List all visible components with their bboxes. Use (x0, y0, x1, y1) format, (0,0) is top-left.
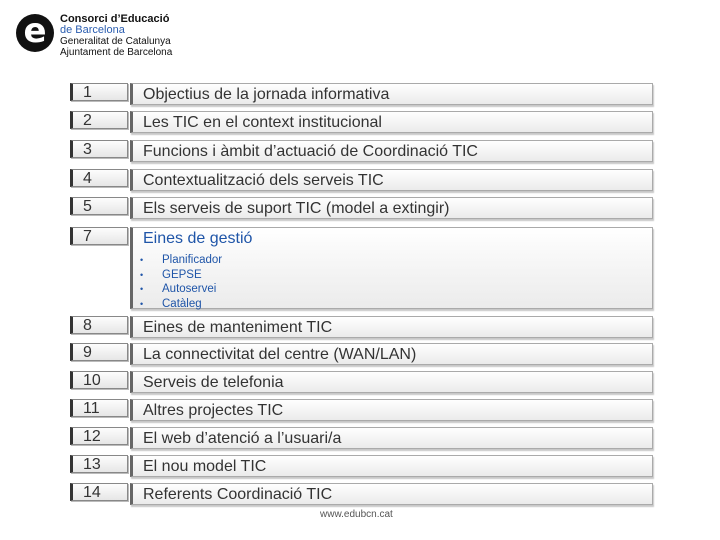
logo-line-2: de Barcelona (60, 24, 125, 36)
agenda-number: 14 (70, 483, 128, 501)
agenda-number: 3 (70, 140, 128, 158)
agenda-item-title[interactable]: Eines de manteniment TIC (130, 316, 653, 338)
agenda-number: 9 (70, 343, 128, 361)
subitem[interactable]: • Catàleg (140, 297, 222, 312)
active-subitem-list (140, 253, 222, 311)
agenda-number: 2 (70, 111, 128, 129)
footer-url[interactable]: www.edubcn.cat (320, 509, 393, 520)
consorci-logo (16, 11, 186, 64)
agenda-item-title[interactable]: La connectivitat del centre (WAN/LAN) (130, 343, 653, 365)
agenda-item-title[interactable]: Les TIC en el context institucional (130, 111, 653, 133)
agenda-item-title[interactable]: Contextualització dels serveis TIC (130, 169, 653, 191)
agenda-item-title[interactable]: Els serveis de suport TIC (model a extingir) (130, 197, 653, 219)
agenda-item-title[interactable]: Altres projectes TIC (130, 399, 653, 421)
agenda-number: 5 (70, 197, 128, 215)
agenda-number: 7 (70, 227, 128, 245)
agenda-number: 4 (70, 169, 128, 187)
logo-line-4: Ajuntament de Barcelona (60, 47, 173, 58)
agenda-number: 8 (70, 316, 128, 334)
agenda-number: 10 (70, 371, 128, 389)
agenda-number: 1 (70, 83, 128, 101)
subitem[interactable]: • Planificador (140, 253, 222, 268)
subitem[interactable]: • GEPSE (140, 268, 222, 283)
agenda-item-title[interactable]: Objectius de la jornada informativa (130, 83, 653, 105)
agenda-item-title[interactable]: El web d’atenció a l’usuari/a (130, 427, 653, 449)
agenda-item-title[interactable]: Referents Coordinació TIC (130, 483, 653, 505)
agenda-item-title[interactable]: El nou model TIC (130, 455, 653, 477)
logo-line-1: Consorci d’Educació (60, 13, 170, 25)
agenda-item-title[interactable]: Funcions i àmbit d’actuació de Coordinació TIC (130, 140, 653, 162)
subitem[interactable]: • Autoservei (140, 282, 222, 297)
logo-mark: e (16, 14, 54, 52)
agenda-item-title[interactable]: Serveis de telefonia (130, 371, 653, 393)
logo-line-3: Generalitat de Catalunya (60, 36, 171, 47)
agenda-number: 12 (70, 427, 128, 445)
logo-text (60, 14, 172, 58)
agenda-number: 13 (70, 455, 128, 473)
agenda-number: 11 (70, 399, 128, 417)
active-item-label: Eines de gestió (143, 230, 253, 247)
